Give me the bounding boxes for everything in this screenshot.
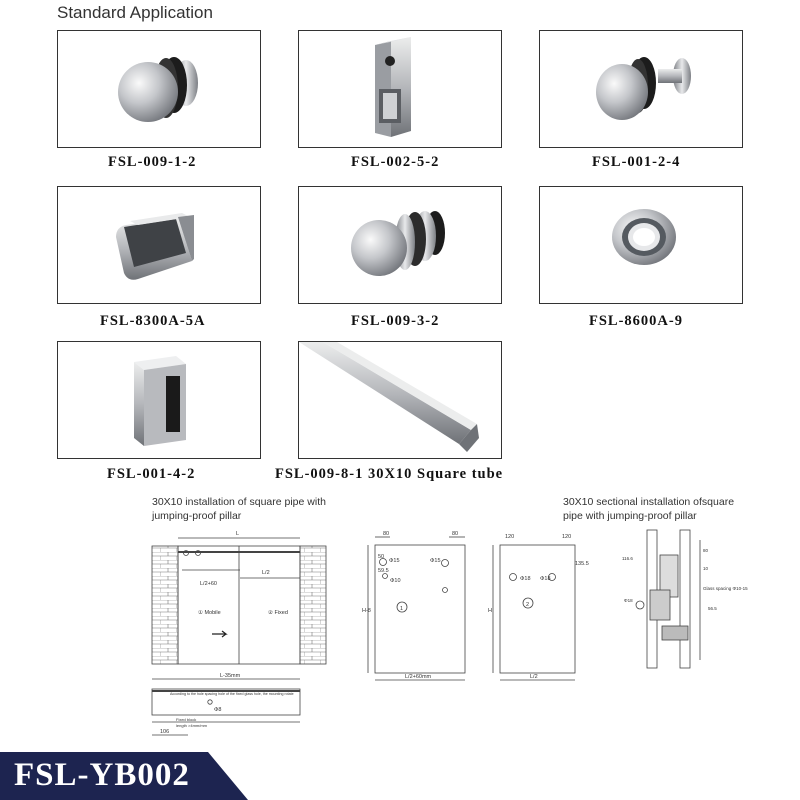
dim-label: H-8: [362, 608, 371, 614]
dim-label: L/2+60mm: [405, 674, 432, 680]
dim-label: 50: [378, 554, 385, 560]
dim-label: 1: [400, 606, 404, 612]
dim-label: Φ18: [624, 598, 633, 603]
dim-label: 56.5: [708, 606, 717, 611]
page-title: Standard Application: [57, 3, 213, 22]
dim-label: 120: [562, 534, 572, 540]
dim-label: 116.6: [622, 556, 633, 561]
dim-label: L: [236, 531, 240, 537]
fixed-label: ② Fixed: [268, 610, 288, 616]
product-code: FSL-009-1-2: [108, 154, 197, 170]
dim-label: Φ15: [389, 558, 400, 564]
dim-label: L/2: [530, 674, 538, 680]
glass-detail-2: [493, 545, 575, 680]
note-label: According to the hole spacing hole of the fixed glass hole, the mounting rotate: [170, 692, 294, 696]
note-label: length >4mm/mm: [176, 723, 208, 728]
dim-label: L-35mm: [220, 673, 241, 679]
dim-label: 80: [703, 548, 709, 553]
dim-label: L/2+60: [200, 581, 217, 587]
product-code: FSL-009-8-1 30X10 Square tube: [275, 466, 504, 482]
glass-detail-1-labels: [362, 531, 458, 680]
dim-label: Φ15: [430, 558, 441, 564]
dim-label: 10: [703, 566, 709, 571]
dim-label: 120: [505, 534, 515, 540]
dim-label: 59.5: [378, 568, 389, 574]
dim-label: 106: [160, 729, 170, 735]
mobile-label: ① Mobile: [198, 610, 221, 616]
front-view-labels: [160, 531, 294, 735]
front-view: [152, 538, 326, 735]
model-number: FSL-YB002: [14, 757, 190, 793]
product-code: FSL-009-3-2: [351, 313, 440, 329]
product-code: FSL-002-5-2: [351, 154, 440, 170]
caption-line: jumping-proof pillar: [152, 510, 242, 522]
product-code: FSL-001-4-2: [107, 466, 196, 482]
caption-line: pipe with jumping-proof pillar: [563, 510, 697, 522]
product-code: FSL-8600A-9: [589, 313, 683, 329]
dim-label: 135.5: [575, 561, 589, 567]
dim-label: L/2: [262, 570, 270, 576]
glass-detail-2-labels: [488, 534, 589, 680]
dim-label: Φ18: [540, 576, 551, 582]
dim-label: Φ18: [520, 576, 531, 582]
note-label: Fixed block: [176, 717, 197, 722]
sectional-view: [636, 530, 700, 668]
dim-label: 80: [452, 531, 459, 537]
dim-label: 80: [383, 531, 390, 537]
sectional-view-labels: [622, 548, 748, 611]
caption-line: 30X10 installation of square pipe with: [152, 496, 326, 508]
dim-label: 2: [526, 602, 530, 608]
dim-label: Φ8: [214, 707, 222, 713]
caption-line: 30X10 sectional installation ofsquare: [563, 496, 735, 508]
dim-label: H: [488, 608, 492, 614]
product-code: FSL-001-2-4: [592, 154, 681, 170]
dim-label: Glass spacing Φ10-15: [703, 586, 748, 591]
dim-label: Φ10: [390, 578, 401, 584]
product-code: FSL-8300A-5A: [100, 313, 206, 329]
